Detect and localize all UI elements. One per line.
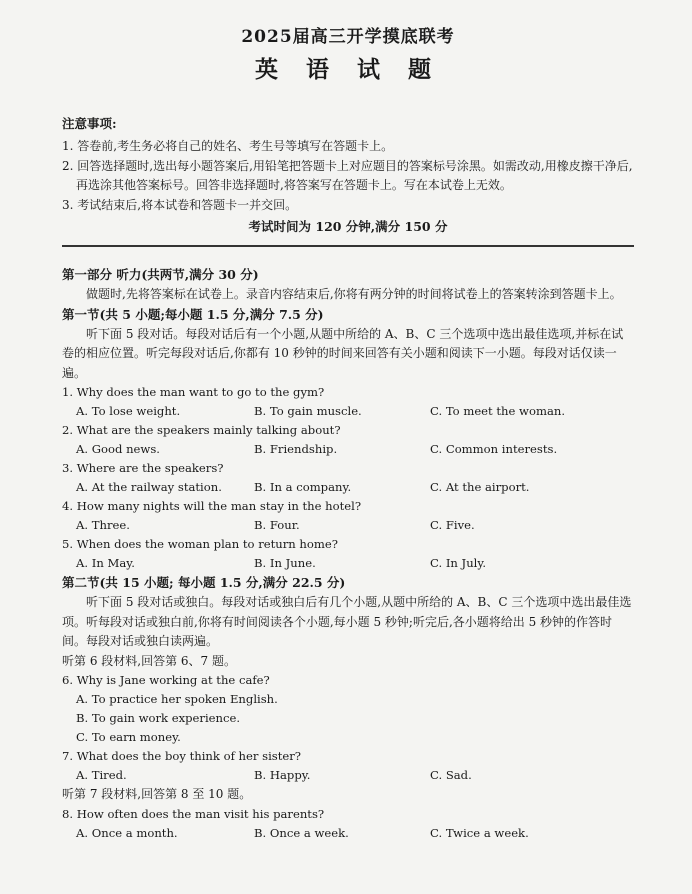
question-5 (62, 535, 634, 573)
question-text: 2. What are the speakers mainly talking about? (62, 423, 341, 437)
divider (62, 245, 634, 247)
section2-intro: 听下面 5 段对话或独白。每段对话或独白后有几个小题,从题中所给的 A、B、C 三个选项中选出最佳选项。听每段对话或独白前,你将有时间阅读各个小题,每小题 5 秒钟;听完后,各小题将给出 5 秒钟的作答时间。每段对话或独白读两遍。 (62, 595, 632, 648)
option-a: A. Tired. (76, 768, 127, 782)
question-8 (62, 805, 634, 843)
part1-intro: 做题时,先将答案标在试卷上。录音内容结束后,你将有两分钟的时间将试卷上的答案转涂到答题卡上。 (86, 287, 622, 301)
option-b: B. Happy. (254, 768, 311, 782)
subject-title: 英 语 试 题 (254, 56, 442, 83)
question-4 (62, 497, 634, 535)
option-a: A. Once a month. (76, 825, 178, 840)
material-7-note: 听第 7 段材料,回答第 8 至 10 题。 (62, 787, 252, 801)
question-text: 3. Where are the speakers? (62, 461, 224, 475)
question-6 (62, 671, 634, 747)
notes-heading: 注意事项: (62, 116, 117, 131)
option-b: B. To gain muscle. (254, 404, 362, 418)
option-b: B. Friendship. (254, 442, 338, 456)
section2-heading: 第二节(共 15 小题; 每小题 1.5 分,满分 22.5 分) (62, 575, 346, 590)
option-b: B. To gain work experience. (76, 711, 241, 725)
option-a: A. Three. (76, 518, 130, 532)
option-c: C. Twice a week. (430, 825, 529, 840)
question-text: 1. Why does the man want to go to the gym? (62, 385, 325, 399)
option-c: C. In July. (430, 556, 487, 570)
question-1 (62, 383, 634, 421)
note-item-3: 3. 考试结束后,将本试卷和答题卡一并交回。 (62, 197, 298, 212)
option-a: A. To practice her spoken English. (76, 692, 278, 706)
section1-intro: 听下面 5 段对话。每段对话后有一个小题,从题中所给的 A、B、C 三个选项中选出最佳选项,并标在试卷的相应位置。听完每段对话后,你都有 10 秒钟的时间来回答有关小题和阅读下一小题。每段对话仅读一遍。 (62, 326, 624, 380)
option-c: C. At the airport. (430, 480, 530, 494)
question-text: 6. Why is Jane working at the cafe? (62, 673, 270, 687)
time-info: 考试时间为 120 分钟,满分 150 分 (248, 219, 448, 234)
option-a: A. In May. (76, 556, 135, 570)
option-c: C. To earn money. (76, 730, 181, 744)
section1-heading: 第一节(共 5 小题;每小题 1.5 分,满分 7.5 分) (62, 306, 324, 322)
material-6-note: 听第 6 段材料,回答第 6、7 题。 (62, 653, 236, 668)
question-7 (62, 747, 634, 785)
option-a: A. Good news. (76, 442, 160, 456)
question-text: 5. When does the woman plan to return home? (62, 537, 338, 551)
question-text: 8. How often does the man visit his parents? (62, 806, 325, 821)
exam-title: 2025届高三开学摸底联考 (241, 27, 455, 47)
option-c: C. Five. (430, 518, 475, 532)
note-item-2: 2. 回答选择题时,选出每小题答案后,用铅笔把答题卡上对应题目的答案标号涂黑。如需改动,用橡皮擦干净后,再选涂其他答案标号。回答非选择题时,将答案写在答题卡上。写在本试卷上无效。 (62, 158, 633, 192)
option-c: C. Sad. (430, 768, 472, 782)
option-c: C. Common interests. (430, 442, 558, 456)
part1-heading: 第一部分 听力(共两节,满分 30 分) (62, 267, 259, 282)
question-3 (62, 459, 634, 497)
option-b: B. Once a week. (254, 825, 349, 840)
option-c: C. To meet the woman. (430, 404, 566, 418)
note-item-1: 1. 答卷前,考生务必将自己的姓名、考生号等填写在答题卡上。 (62, 139, 394, 153)
option-a: A. To lose weight. (76, 404, 181, 418)
option-a: A. At the railway station. (76, 480, 222, 494)
question-text: 7. What does the boy think of her sister? (62, 749, 302, 763)
option-b: B. Four. (254, 518, 300, 532)
option-b: B. In June. (254, 556, 316, 570)
question-text: 4. How many nights will the man stay in the hotel? (62, 499, 362, 513)
question-2 (62, 421, 634, 459)
option-b: B. In a company. (254, 480, 352, 494)
